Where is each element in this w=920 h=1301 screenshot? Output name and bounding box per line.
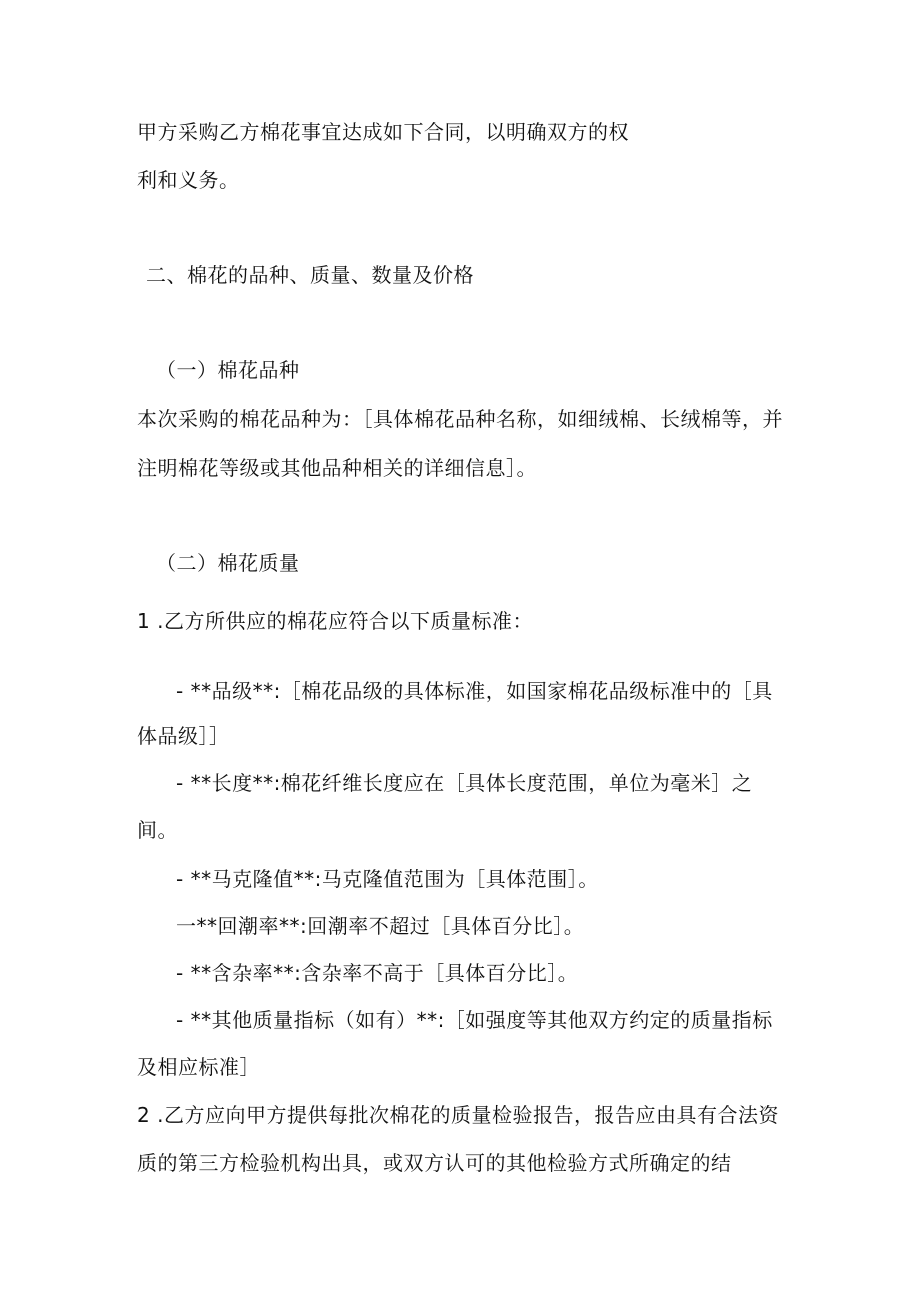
quality-impurity-line: - **含杂率**:含杂率不高于［具体百分比］。 [176, 961, 579, 985]
quality-item-2-line-2: 质的第三方检验机构出具，或双方认可的其他检验方式所确定的结 [137, 1151, 732, 1175]
quality-item-1: 1 .乙方所供应的棉花应符合以下质量标准： [137, 609, 533, 633]
quality-length-line-2: 间。 [137, 818, 178, 842]
intro-line-1: 甲方采购乙方棉花事宜达成如下合同，以明确双方的权 [137, 120, 629, 144]
quality-other-line-1: - **其他质量指标（如有）**:［如强度等其他双方约定的质量指标 [176, 1008, 773, 1032]
quality-grade-line-1: - **品级**:［棉花品级的具体标准，如国家棉花品级标准中的［具 [176, 679, 773, 703]
quality-micronaire-line: - **马克隆值**:马克隆值范围为［具体范围］。 [176, 867, 599, 891]
subsection-variety-heading: （一）棉花品种 [156, 358, 300, 382]
variety-text-line-2: 注明棉花等级或其他品种相关的详细信息］。 [137, 456, 537, 480]
quality-item-2-line-1: 2 .乙方应向甲方提供每批次棉花的质量检验报告，报告应由具有合法资 [137, 1103, 779, 1127]
subsection-quality-heading: （二）棉花质量 [156, 551, 300, 575]
quality-grade-line-2: 体品级］］ [137, 724, 230, 748]
quality-moisture-line: 一**回潮率**:回潮率不超过［具体百分比］。 [176, 914, 585, 938]
quality-other-line-2: 及相应标准］ [137, 1055, 260, 1079]
variety-text-line-1: 本次采购的棉花品种为：［具体棉花品种名称，如细绒棉、长绒棉等，并 [137, 407, 783, 431]
section-2-heading: 二、棉花的品种、质量、数量及价格 [146, 263, 474, 287]
quality-length-line-1: - **长度**:棉花纤维长度应在［具体长度范围，单位为毫米］之 [176, 771, 753, 795]
intro-line-2: 利和义务。 [137, 168, 240, 192]
